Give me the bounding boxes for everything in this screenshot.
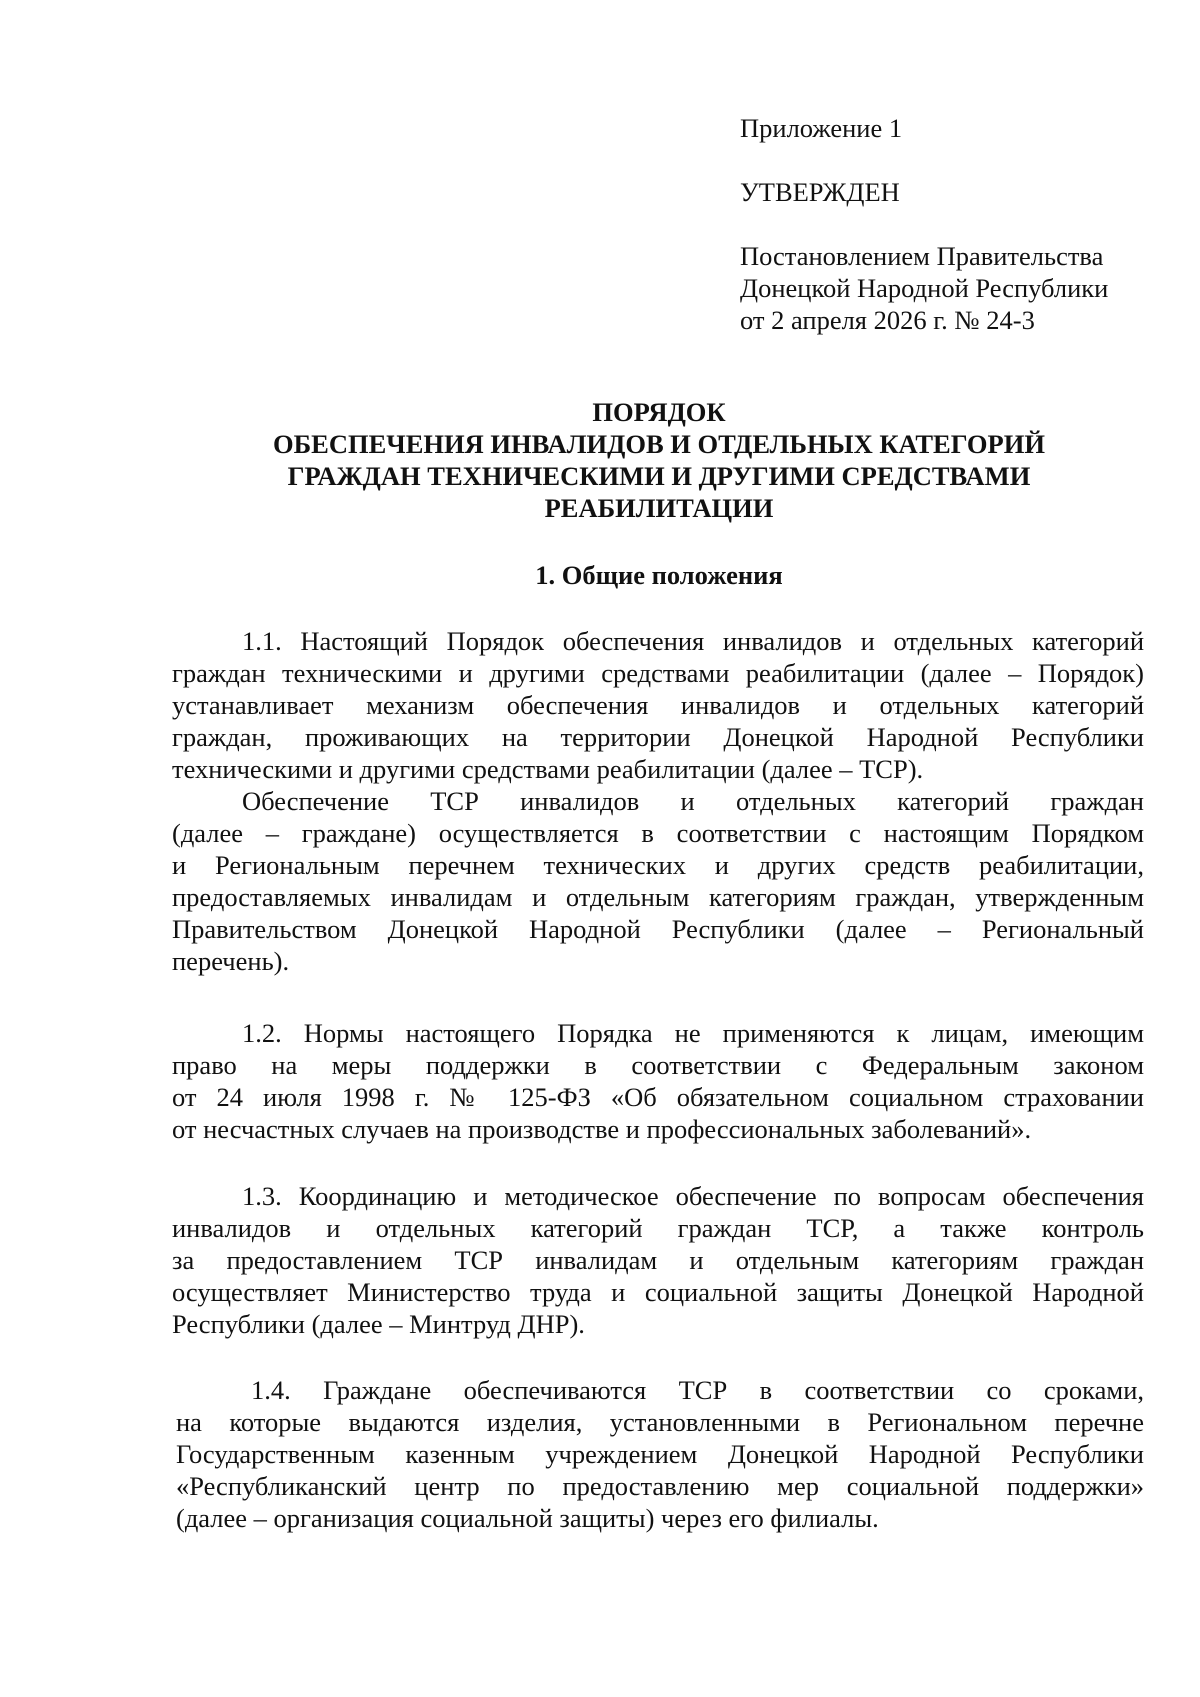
- text-line: от несчастных случаев на производстве и профессиональных заболеваний».: [172, 1114, 1032, 1144]
- approval-block: [740, 112, 1180, 336]
- text-line: и Региональным перечнем технических и других средств реабилитации,: [172, 850, 1144, 880]
- title-line-2: ОБЕСПЕЧЕНИЯ ИНВАЛИДОВ И ОТДЕЛЬНЫХ КАТЕГОРИЙ: [273, 429, 1045, 459]
- text-line: право на меры поддержки в соответствии с Федеральным законом: [172, 1050, 1144, 1080]
- text-line: техническими и другими средствами реабилитации (далее – ТСР).: [172, 754, 924, 784]
- text-line: Государственным казенным учреждением Донецкой Народной Республики: [176, 1439, 1144, 1469]
- text-line: от 24 июля 1998 г. № 125-ФЗ «Об обязательном социальном страховании: [172, 1082, 1144, 1112]
- paragraph-1-4: [176, 1374, 1144, 1534]
- document-title: [170, 396, 1148, 524]
- text-line: осуществляет Министерство труда и социальной защиты Донецкой Народной: [172, 1277, 1144, 1307]
- approval-line-1: Постановлением Правительства: [740, 241, 1104, 271]
- text-line: «Республиканский центр по предоставлению мер социальной поддержки»: [176, 1471, 1144, 1501]
- text-line: перечень).: [172, 946, 290, 976]
- text-line: на которые выдаются изделия, установленными в Региональном перечне: [176, 1407, 1144, 1437]
- approval-line-3: от 2 апреля 2026 г. № 24-3: [740, 305, 1035, 335]
- title-line-3: ГРАЖДАН ТЕХНИЧЕСКИМИ И ДРУГИМИ СРЕДСТВАМИ: [287, 461, 1031, 491]
- text-line: 1.4. Граждане обеспечиваются ТСР в соответствии со сроками,: [251, 1375, 1144, 1405]
- text-line: предоставляемых инвалидам и отдельным категориям граждан, утвержденным: [172, 882, 1144, 912]
- text-line: граждан, проживающих на территории Донецкой Народной Республики: [172, 722, 1144, 752]
- approved-label: УТВЕРЖДЕН: [740, 177, 900, 207]
- approval-line-2: Донецкой Народной Республики: [740, 273, 1109, 303]
- text-line: (далее – организация социальной защиты) через его филиалы.: [176, 1503, 879, 1533]
- text-line: Республики (далее – Минтруд ДНР).: [172, 1309, 585, 1339]
- title-line-4: РЕАБИЛИТАЦИИ: [544, 493, 774, 523]
- text-line: Правительством Донецкой Народной Республики (далее – Региональный: [172, 914, 1144, 944]
- appendix-label: Приложение 1: [740, 113, 903, 143]
- text-line: Обеспечение ТСР инвалидов и отдельных категорий граждан: [242, 786, 1144, 816]
- text-line: инвалидов и отдельных категорий граждан ТСР, а также контроль: [172, 1213, 1144, 1243]
- text-line: 1.1. Настоящий Порядок обеспечения инвалидов и отдельных категорий: [242, 626, 1144, 656]
- text-line: (далее – граждане) осуществляется в соответствии с настоящим Порядком: [172, 818, 1144, 848]
- paragraph-1-2: [172, 1017, 1144, 1145]
- title-line-1: ПОРЯДОК: [592, 397, 726, 427]
- text-line: за предоставлением ТСР инвалидам и отдельным категориям граждан: [172, 1245, 1144, 1275]
- text-line: 1.2. Нормы настоящего Порядка не применяются к лицам, имеющим: [242, 1018, 1144, 1048]
- text-line: граждан техническими и другими средствами реабилитации (далее – Порядок): [172, 658, 1144, 688]
- text-line: 1.3. Координацию и методическое обеспечение по вопросам обеспечения: [242, 1181, 1144, 1211]
- paragraph-1-1: [172, 625, 1144, 977]
- text-line: устанавливает механизм обеспечения инвалидов и отдельных категорий: [172, 690, 1144, 720]
- section-heading: 1. Общие положения: [535, 560, 783, 590]
- paragraph-1-3: [172, 1180, 1144, 1340]
